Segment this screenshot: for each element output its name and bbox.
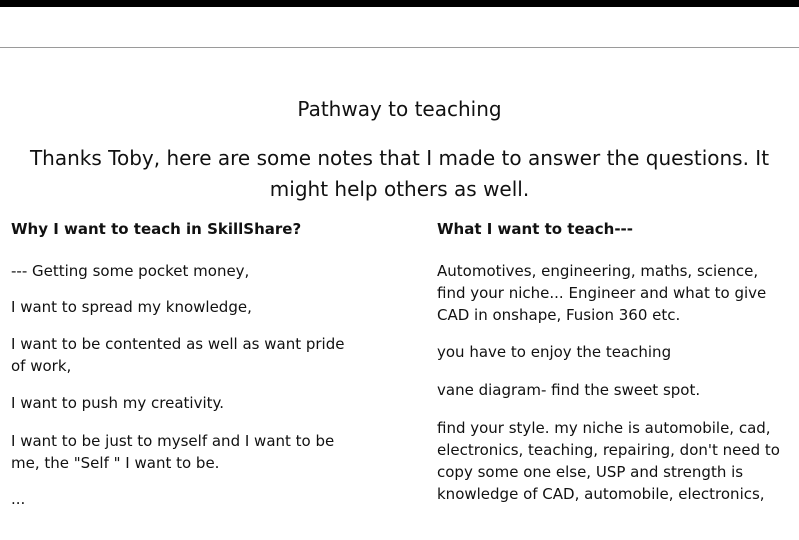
divider: [0, 47, 799, 48]
page-title: Pathway to teaching: [297, 97, 502, 121]
list-item: I want to be contented as well as want pride of work,: [11, 335, 345, 375]
list-item: --- Getting some pocket money,: [11, 262, 250, 280]
list-item: I want to push my creativity.: [11, 394, 224, 412]
list-item: vane diagram- find the sweet spot.: [437, 381, 701, 399]
right-column: [437, 218, 799, 505]
top-bar: [0, 0, 799, 7]
list-item: find your style. my niche is automobile, cad, electronics, teaching, repairing, don't need to copy some one else, USP and strength is knowledge of CAD, automobile, electronics,: [437, 419, 780, 503]
right-column-heading: What I want to teach---: [437, 220, 634, 238]
list-item: ...: [11, 490, 26, 508]
list-item: Automotives, engineering, maths, science, find your niche... Engineer and what to give CAD in onshape, Fusion 360 etc.: [437, 262, 767, 324]
list-item: you have to enjoy the teaching: [437, 343, 672, 361]
intro-text: Thanks Toby, here are some notes that I made to answer the questions. It might help others as well.: [29, 146, 770, 201]
list-item: I want to be just to myself and I want to be me, the "Self " I want to be.: [11, 432, 335, 472]
left-column: [11, 218, 401, 510]
list-item: I want to spread my knowledge,: [11, 298, 252, 316]
left-column-heading: Why I want to teach in SkillShare?: [11, 220, 302, 238]
